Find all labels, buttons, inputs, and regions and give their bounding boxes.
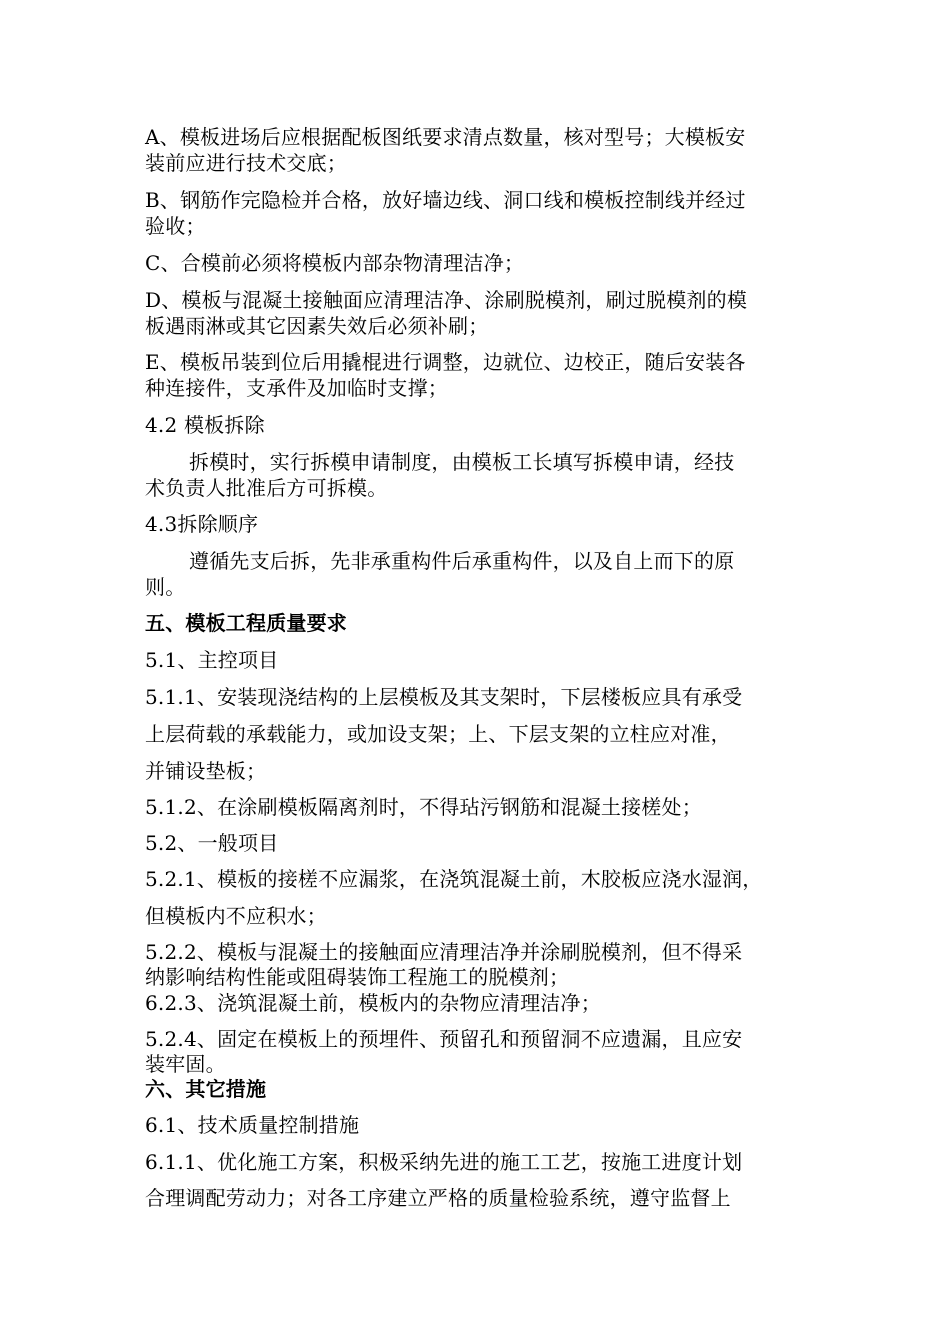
text-line: 验收； [145,214,206,238]
text-line: 但模板内不应积水； [145,904,327,928]
text-line: 5.1.1、安装现浇结构的上层模板及其支架时，下层楼板应具有承受 [145,685,743,709]
text-line: 5.2.1、模板的接槎不应漏浆，在浇筑混凝土前，木胶板应浇水湿润， [145,867,763,891]
text-line: D、模板与混凝土接触面应清理洁净、涂刷脱模剂，刷过脱模剂的模 [145,288,748,312]
section-heading: 六、其它措施 [145,1077,267,1101]
text-line: A、模板进场后应根据配板图纸要求清点数量，核对型号；大模板安 [145,125,746,149]
text-line: 种连接件，支承件及加临时支撑； [145,376,448,400]
text-line: 5.1.2、在涂刷模板隔离剂时，不得玷污钢筋和混凝土接槎处； [145,795,702,819]
section-subheading: 4.3拆除顺序 [145,512,259,536]
text-line: 5.1、主控项目 [145,648,279,672]
section-subheading: 4.2 模板拆除 [145,413,265,437]
text-line: 则。 [145,575,186,599]
text-line: C、合模前必须将模板内部杂物清理洁净； [145,251,525,275]
text-line: 术负责人批准后方可拆模。 [145,476,388,500]
text-line: 5.2、一般项目 [145,831,279,855]
text-line: 拆模时，实行拆模申请制度，由模板工长填写拆模申请，经技 [189,450,735,474]
text-line: 6.1.1、优化施工方案，积极采纳先进的施工工艺，按施工进度计划 [145,1150,743,1174]
text-line: 5.2.2、模板与混凝土的接触面应清理洁净并涂刷脱模剂，但不得采 [145,940,743,964]
text-line: 6.2.3、浇筑混凝土前，模板内的杂物应清理洁净； [145,991,601,1015]
text-line: 6.1、技术质量控制措施 [145,1113,360,1137]
text-line: 合理调配劳动力；对各工序建立严格的质量检验系统，遵守监督上 [145,1186,731,1210]
text-line: 纳影响结构性能或阻碍装饰工程施工的脱模剂； [145,965,570,989]
text-line: 板遇雨淋或其它因素失效后必须补刷； [145,314,489,338]
text-line: B、钢筋作完隐检并合格，放好墙边线、洞口线和模板控制线并经过 [145,188,746,212]
text-line: 遵循先支后拆，先非承重构件后承重构件，以及自上而下的原 [189,549,735,573]
text-line: 5.2.4、固定在模板上的预埋件、预留孔和预留洞不应遗漏，且应安 [145,1027,743,1051]
text-line: 并铺设垫板； [145,759,267,783]
text-line: 装牢固。 [145,1052,226,1076]
text-line: E、模板吊装到位后用撬棍进行调整，边就位、边校正，随后安装各 [145,350,746,374]
text-line: 装前应进行技术交底； [145,151,347,175]
section-heading: 五、模板工程质量要求 [145,611,347,635]
text-line: 上层荷载的承载能力，或加设支架；上、下层支架的立柱应对准， [145,722,731,746]
